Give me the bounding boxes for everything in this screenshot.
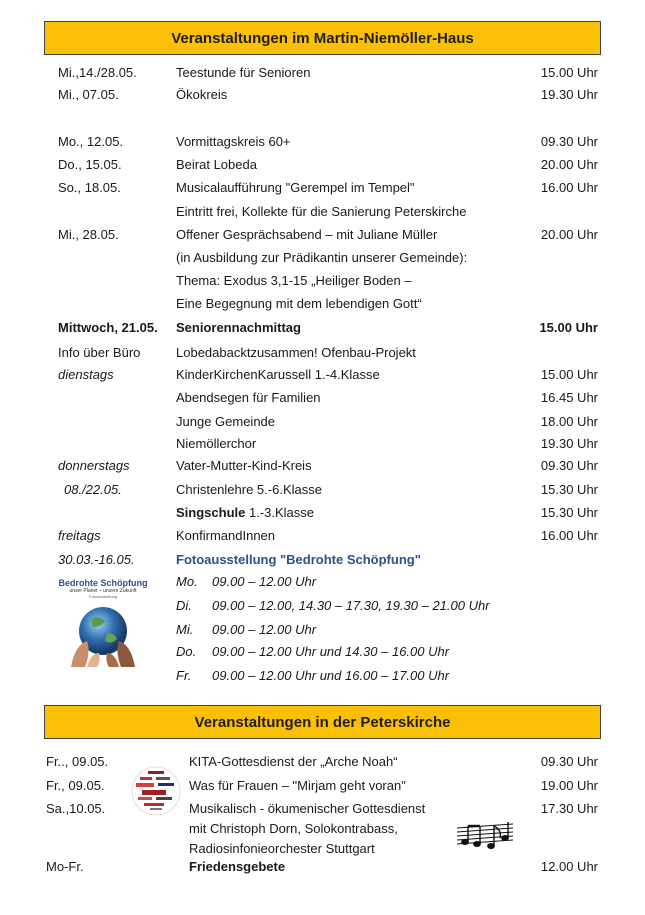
event-time: 19.00 Uhr <box>540 778 598 793</box>
event-title: Vater-Mutter-Kind-Kreis <box>176 458 312 473</box>
event-time: 12.00 Uhr <box>540 859 598 874</box>
event-row <box>0 364 645 386</box>
event-detail: Eintritt frei, Kollekte für die Sanierung Peterskirche <box>176 204 467 219</box>
event-title: Vormittagskreis 60+ <box>176 134 291 149</box>
event-date: dienstags <box>58 367 114 382</box>
event-date: Mittwoch, 21.05. <box>58 320 158 335</box>
event-row <box>0 177 645 199</box>
event-title: KITA-Gottesdienst der „Arche Noah“ <box>189 754 398 769</box>
event-row <box>0 247 645 269</box>
event-time: 17.30 Uhr <box>540 801 598 816</box>
event-row <box>0 131 645 153</box>
hours-day: Fr. <box>176 668 192 683</box>
event-time: 15.00 Uhr <box>539 320 598 335</box>
event-title: Friedensgebete <box>189 859 286 874</box>
event-row <box>0 479 645 501</box>
event-time: 20.00 Uhr <box>540 157 598 172</box>
hours-row <box>176 665 576 687</box>
event-row <box>0 154 645 176</box>
hours-row <box>176 595 576 617</box>
exhibition-poster-subtitle: unser Planet – unsere Zukunft <box>69 588 137 594</box>
event-row <box>0 775 645 797</box>
event-date: Mo., 12.05. <box>58 134 124 149</box>
event-title: Was für Frauen – "Mirjam geht voran" <box>189 778 406 793</box>
hours-day: Mi. <box>176 622 194 637</box>
hours-day: Di. <box>176 598 192 613</box>
event-time: 15.00 Uhr <box>540 65 598 80</box>
event-row <box>0 751 645 773</box>
event-title <box>176 502 314 524</box>
hours-day: Do. <box>176 644 197 659</box>
event-date: donnerstags <box>58 458 130 473</box>
event-date: Mi., 28.05. <box>58 227 119 242</box>
hours-time: 09.00 – 12.00 Uhr und 14.30 – 16.00 Uhr <box>212 644 450 659</box>
event-date: Do., 15.05. <box>58 157 122 172</box>
event-title: Lobedabacktzusammen! Ofenbau-Projekt <box>176 345 416 360</box>
event-row <box>0 549 645 571</box>
event-row <box>0 502 645 524</box>
event-row <box>0 433 645 455</box>
event-title: Beirat Lobeda <box>176 157 257 172</box>
hours-time: 09.00 – 12.00 Uhr und 16.00 – 17.00 Uhr <box>212 668 450 683</box>
music-notes-icon <box>455 820 515 854</box>
exhibition-title: Fotoausstellung "Bedrohte Schöpfung" <box>176 552 421 567</box>
event-date: Mi., 07.05. <box>58 87 119 102</box>
hours-row <box>176 571 576 593</box>
event-date: Sa.,10.05. <box>46 801 106 816</box>
event-title: Ökokreis <box>176 87 228 102</box>
event-title: Seniorennachmittag <box>176 320 301 335</box>
event-time: 16.00 Uhr <box>540 180 598 195</box>
event-title: KonfirmandInnen <box>176 528 276 543</box>
event-date: Fr.., 09.05. <box>46 754 109 769</box>
hours-row <box>176 641 576 663</box>
event-title: Musikalisch - ökumenischer Gottesdienst <box>189 801 426 816</box>
event-time: 09.30 Uhr <box>540 134 598 149</box>
event-row <box>0 798 645 820</box>
event-date: Mo-Fr. <box>46 859 84 874</box>
hours-time: 09.00 – 12.00 Uhr <box>212 574 317 589</box>
event-row <box>0 62 645 84</box>
event-row <box>0 293 645 315</box>
event-time: 16.45 Uhr <box>540 390 598 405</box>
event-title: Offener Gesprächsabend – mit Juliane Müller <box>176 227 438 242</box>
event-time: 19.30 Uhr <box>540 436 598 451</box>
event-time: 15.30 Uhr <box>540 482 598 497</box>
event-title-rest: 1.-3.Klasse <box>245 505 315 520</box>
event-title: KinderKirchenKarussell 1.-4.Klasse <box>176 367 380 382</box>
event-time: 19.30 Uhr <box>540 87 598 102</box>
event-detail: Radiosinfonieorchester Stuttgart <box>189 841 375 856</box>
event-title: Junge Gemeinde <box>176 414 276 429</box>
event-title-bold: Singschule <box>176 505 246 520</box>
event-title: Musicalaufführung "Gerempel im Tempel" <box>176 180 415 195</box>
section-header-martin-niemoeller-haus: Veranstaltungen im Martin-Niemöller-Haus <box>44 21 601 55</box>
event-detail: mit Christoph Dorn, Solokontrabass, <box>189 821 398 836</box>
event-time: 20.00 Uhr <box>540 227 598 242</box>
event-date: freitags <box>58 528 101 543</box>
event-row <box>0 317 645 339</box>
event-title: Abendsegen für Familien <box>176 390 321 405</box>
event-row <box>0 387 645 409</box>
event-title: Christenlehre 5.-6.Klasse <box>176 482 322 497</box>
event-row <box>0 201 645 223</box>
event-time: 15.30 Uhr <box>540 505 598 520</box>
event-title: Niemöllerchor <box>176 436 257 451</box>
exhibition-poster-title: Bedrohte Schöpfung <box>58 578 148 588</box>
word-cloud-logo-icon <box>128 765 184 817</box>
event-row <box>0 270 645 292</box>
event-time: 16.00 Uhr <box>540 528 598 543</box>
event-time: 09.30 Uhr <box>540 754 598 769</box>
event-row <box>0 525 645 547</box>
event-time: 09.30 Uhr <box>540 458 598 473</box>
event-row <box>0 818 645 840</box>
exhibition-poster-caption: Fotoausstellung <box>88 594 118 599</box>
event-row <box>0 224 645 246</box>
hours-day: Mo. <box>176 574 198 589</box>
event-detail: Thema: Exodus 3,1-15 „Heiliger Boden – <box>176 273 412 288</box>
event-date: 08./22.05. <box>64 482 122 497</box>
hours-row <box>176 619 576 641</box>
event-detail: (in Ausbildung zur Prädikantin unserer Gemeinde): <box>176 250 468 265</box>
event-date: 30.03.-16.05. <box>58 552 135 567</box>
event-date: Mi.,14./28.05. <box>58 65 137 80</box>
event-row <box>0 411 645 433</box>
event-date: Fr., 09.05. <box>46 778 105 793</box>
hours-time: 09.00 – 12.00, 14.30 – 17.30, 19.30 – 21.00 Uhr <box>212 598 490 613</box>
event-row <box>0 84 645 106</box>
globe-hands-icon <box>57 599 149 667</box>
event-date: So., 18.05. <box>58 180 121 195</box>
event-detail: Eine Begegnung mit dem lebendigen Gott“ <box>176 296 422 311</box>
event-date: Info über Büro <box>58 345 141 360</box>
event-row <box>0 455 645 477</box>
exhibition-poster-image <box>57 578 149 668</box>
event-row <box>0 856 645 878</box>
event-time: 15.00 Uhr <box>540 367 598 382</box>
event-time: 18.00 Uhr <box>540 414 598 429</box>
event-row <box>0 342 645 364</box>
section-header-peterskirche: Veranstaltungen in der Peterskirche <box>44 705 601 739</box>
event-title: Teestunde für Senioren <box>176 65 311 80</box>
hours-time: 09.00 – 12.00 Uhr <box>212 622 317 637</box>
